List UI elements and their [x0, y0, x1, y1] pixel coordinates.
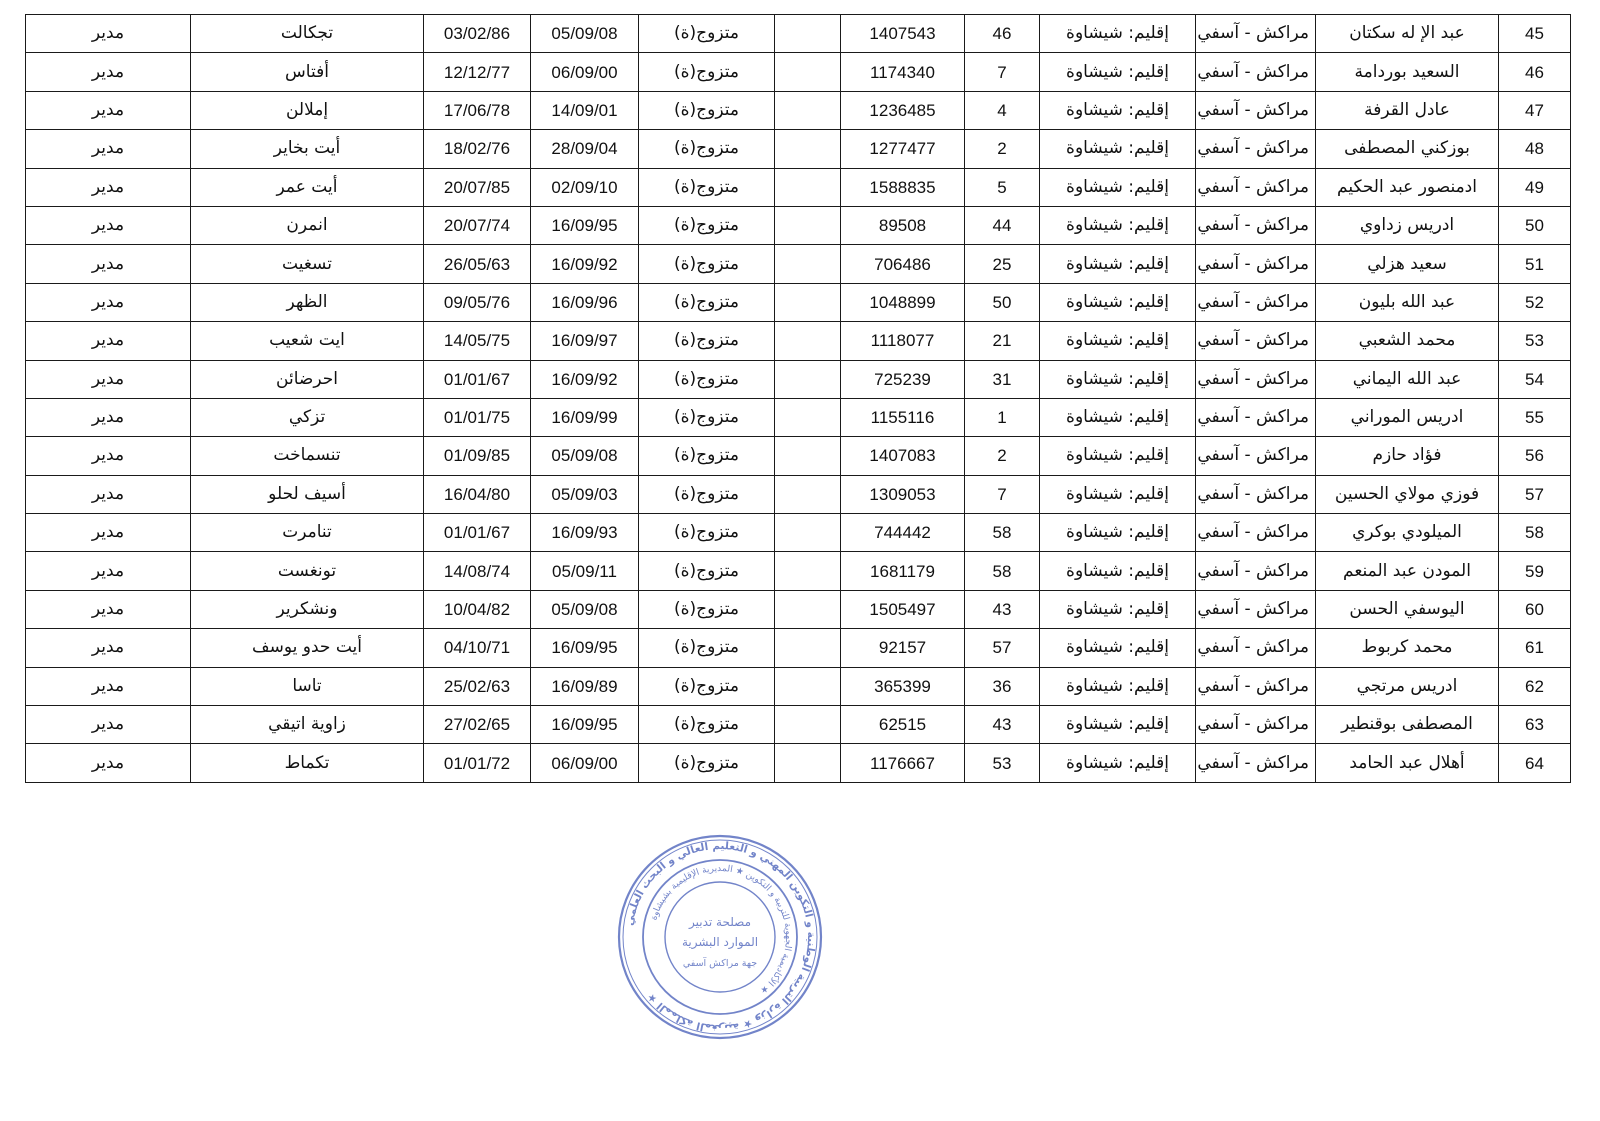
table-row [26, 475, 1571, 513]
cell-ppr-number: 744442 [841, 514, 965, 552]
cell-name: محمد كربوط [1316, 629, 1499, 667]
cell-school: الظهر [191, 283, 424, 321]
cell-school: تكماط [191, 744, 424, 782]
cell-row-number: 56 [1499, 437, 1571, 475]
cell-marital-status: متزوج(ة) [639, 590, 775, 628]
cell-role: مدير [26, 514, 191, 552]
cell-birth-date: 20/07/74 [424, 206, 531, 244]
cell-start-date: 16/09/92 [531, 245, 639, 283]
cell-name: سعيد هزلي [1316, 245, 1499, 283]
cell-marital-status: متزوج(ة) [639, 629, 775, 667]
cell-marital-status: متزوج(ة) [639, 206, 775, 244]
cell-row-number: 51 [1499, 245, 1571, 283]
cell-name: اليوسفي الحسن [1316, 590, 1499, 628]
cell-province: إقليم: شيشاوة [1040, 360, 1196, 398]
cell-code: 5 [965, 168, 1040, 206]
cell-role: مدير [26, 283, 191, 321]
cell-region: مراكش - آسفي [1196, 667, 1316, 705]
table-row [26, 744, 1571, 782]
cell-birth-date: 09/05/76 [424, 283, 531, 321]
cell-marital-status: متزوج(ة) [639, 360, 775, 398]
cell-school: تزكي [191, 398, 424, 436]
cell-marital-status: متزوج(ة) [639, 514, 775, 552]
cell-code: 2 [965, 130, 1040, 168]
cell-code: 2 [965, 437, 1040, 475]
cell-region: مراكش - آسفي [1196, 245, 1316, 283]
cell-start-date: 16/09/95 [531, 629, 639, 667]
cell-row-number: 52 [1499, 283, 1571, 321]
cell-school: ونشكرير [191, 590, 424, 628]
cell-ppr-number: 1681179 [841, 552, 965, 590]
cell-marital-status: متزوج(ة) [639, 744, 775, 782]
cell-marital-status: متزوج(ة) [639, 322, 775, 360]
cell-birth-date: 25/02/63 [424, 667, 531, 705]
cell-name: عادل القرفة [1316, 91, 1499, 129]
cell-empty [775, 590, 841, 628]
cell-role: مدير [26, 552, 191, 590]
cell-empty [775, 552, 841, 590]
cell-region: مراكش - آسفي [1196, 629, 1316, 667]
cell-school: تونغست [191, 552, 424, 590]
cell-code: 57 [965, 629, 1040, 667]
cell-row-number: 54 [1499, 360, 1571, 398]
cell-empty [775, 130, 841, 168]
cell-role: مدير [26, 168, 191, 206]
cell-row-number: 55 [1499, 398, 1571, 436]
cell-role: مدير [26, 475, 191, 513]
cell-role: مدير [26, 53, 191, 91]
cell-school: أيت عمر [191, 168, 424, 206]
table-row [26, 437, 1571, 475]
table-row [26, 590, 1571, 628]
cell-marital-status: متزوج(ة) [639, 667, 775, 705]
cell-region: مراكش - آسفي [1196, 283, 1316, 321]
cell-name: ادريس الموراني [1316, 398, 1499, 436]
cell-school: تنسماخت [191, 437, 424, 475]
cell-birth-date: 14/08/74 [424, 552, 531, 590]
cell-school: احرضائن [191, 360, 424, 398]
cell-school: إملالن [191, 91, 424, 129]
cell-ppr-number: 1277477 [841, 130, 965, 168]
cell-region: مراكش - آسفي [1196, 437, 1316, 475]
cell-province: إقليم: شيشاوة [1040, 398, 1196, 436]
table-row [26, 245, 1571, 283]
cell-ppr-number: 1118077 [841, 322, 965, 360]
cell-region: مراكش - آسفي [1196, 590, 1316, 628]
cell-ppr-number: 62515 [841, 706, 965, 744]
cell-code: 36 [965, 667, 1040, 705]
cell-province: إقليم: شيشاوة [1040, 437, 1196, 475]
cell-code: 50 [965, 283, 1040, 321]
cell-birth-date: 01/01/72 [424, 744, 531, 782]
cell-ppr-number: 1407543 [841, 15, 965, 53]
cell-start-date: 16/09/92 [531, 360, 639, 398]
cell-start-date: 05/09/08 [531, 437, 639, 475]
cell-ppr-number: 1505497 [841, 590, 965, 628]
seal-inner-text: الأكاديمية الجهوية للتربية و التكوين ★ المديرية الإقليمية بشيشاوة ★ [649, 863, 794, 996]
cell-marital-status: متزوج(ة) [639, 130, 775, 168]
cell-ppr-number: 89508 [841, 206, 965, 244]
cell-school: تاسا [191, 667, 424, 705]
cell-birth-date: 20/07/85 [424, 168, 531, 206]
cell-school: تجكالت [191, 15, 424, 53]
cell-birth-date: 01/09/85 [424, 437, 531, 475]
cell-start-date: 16/09/89 [531, 667, 639, 705]
seal-center-line2: الموارد البشرية [681, 935, 759, 949]
cell-row-number: 61 [1499, 629, 1571, 667]
cell-school: ايت شعيب [191, 322, 424, 360]
cell-ppr-number: 1048899 [841, 283, 965, 321]
cell-marital-status: متزوج(ة) [639, 168, 775, 206]
cell-province: إقليم: شيشاوة [1040, 706, 1196, 744]
cell-empty [775, 437, 841, 475]
cell-province: إقليم: شيشاوة [1040, 629, 1196, 667]
cell-name: المودن عبد المنعم [1316, 552, 1499, 590]
cell-marital-status: متزوج(ة) [639, 15, 775, 53]
cell-start-date: 06/09/00 [531, 744, 639, 782]
cell-row-number: 60 [1499, 590, 1571, 628]
staff-table [25, 14, 1571, 783]
cell-role: مدير [26, 667, 191, 705]
cell-province: إقليم: شيشاوة [1040, 283, 1196, 321]
table-row [26, 15, 1571, 53]
cell-empty [775, 53, 841, 91]
cell-row-number: 47 [1499, 91, 1571, 129]
cell-start-date: 28/09/04 [531, 130, 639, 168]
cell-empty [775, 245, 841, 283]
cell-birth-date: 14/05/75 [424, 322, 531, 360]
cell-ppr-number: 725239 [841, 360, 965, 398]
cell-row-number: 58 [1499, 514, 1571, 552]
cell-empty [775, 629, 841, 667]
cell-region: مراكش - آسفي [1196, 15, 1316, 53]
seal-center-line1: مصلحة تدبير [688, 915, 752, 929]
cell-school: أيت بخاير [191, 130, 424, 168]
cell-code: 4 [965, 91, 1040, 129]
cell-empty [775, 206, 841, 244]
cell-province: إقليم: شيشاوة [1040, 590, 1196, 628]
cell-start-date: 16/09/93 [531, 514, 639, 552]
cell-empty [775, 283, 841, 321]
cell-region: مراكش - آسفي [1196, 552, 1316, 590]
cell-ppr-number: 1407083 [841, 437, 965, 475]
cell-row-number: 45 [1499, 15, 1571, 53]
cell-row-number: 49 [1499, 168, 1571, 206]
cell-role: مدير [26, 130, 191, 168]
table-row [26, 130, 1571, 168]
cell-code: 43 [965, 590, 1040, 628]
cell-ppr-number: 1155116 [841, 398, 965, 436]
cell-row-number: 57 [1499, 475, 1571, 513]
cell-region: مراكش - آسفي [1196, 706, 1316, 744]
cell-province: إقليم: شيشاوة [1040, 168, 1196, 206]
cell-name: السعيد بوردامة [1316, 53, 1499, 91]
cell-name: عبد الله بليون [1316, 283, 1499, 321]
cell-region: مراكش - آسفي [1196, 475, 1316, 513]
cell-start-date: 16/09/96 [531, 283, 639, 321]
cell-marital-status: متزوج(ة) [639, 245, 775, 283]
cell-name: عبد الله اليماني [1316, 360, 1499, 398]
cell-empty [775, 475, 841, 513]
cell-birth-date: 26/05/63 [424, 245, 531, 283]
cell-name: ادريس زداوي [1316, 206, 1499, 244]
cell-province: إقليم: شيشاوة [1040, 245, 1196, 283]
cell-role: مدير [26, 91, 191, 129]
cell-name: عبد الإ له سكتان [1316, 15, 1499, 53]
cell-marital-status: متزوج(ة) [639, 53, 775, 91]
cell-school: أسيف لحلو [191, 475, 424, 513]
cell-province: إقليم: شيشاوة [1040, 322, 1196, 360]
cell-marital-status: متزوج(ة) [639, 398, 775, 436]
cell-name: الميلودي بوكري [1316, 514, 1499, 552]
cell-start-date: 16/09/95 [531, 206, 639, 244]
cell-code: 53 [965, 744, 1040, 782]
cell-code: 58 [965, 514, 1040, 552]
cell-start-date: 16/09/97 [531, 322, 639, 360]
cell-start-date: 05/09/08 [531, 15, 639, 53]
cell-marital-status: متزوج(ة) [639, 283, 775, 321]
cell-birth-date: 12/12/77 [424, 53, 531, 91]
cell-row-number: 64 [1499, 744, 1571, 782]
table-row [26, 706, 1571, 744]
cell-school: انمرن [191, 206, 424, 244]
cell-school: تسغيت [191, 245, 424, 283]
cell-row-number: 48 [1499, 130, 1571, 168]
cell-empty [775, 15, 841, 53]
cell-code: 58 [965, 552, 1040, 590]
cell-role: مدير [26, 15, 191, 53]
table-row [26, 53, 1571, 91]
table-row [26, 514, 1571, 552]
table-row [26, 168, 1571, 206]
cell-ppr-number: 1588835 [841, 168, 965, 206]
cell-region: مراكش - آسفي [1196, 360, 1316, 398]
cell-start-date: 16/09/99 [531, 398, 639, 436]
cell-birth-date: 01/01/75 [424, 398, 531, 436]
cell-role: مدير [26, 322, 191, 360]
cell-birth-date: 03/02/86 [424, 15, 531, 53]
cell-row-number: 46 [1499, 53, 1571, 91]
cell-region: مراكش - آسفي [1196, 206, 1316, 244]
cell-row-number: 53 [1499, 322, 1571, 360]
cell-ppr-number: 1309053 [841, 475, 965, 513]
cell-school: أيت حدو يوسف [191, 629, 424, 667]
table-body [26, 15, 1571, 783]
cell-name: أهلال عبد الحامد [1316, 744, 1499, 782]
table-row [26, 283, 1571, 321]
cell-name: محمد الشعبي [1316, 322, 1499, 360]
cell-region: مراكش - آسفي [1196, 130, 1316, 168]
cell-marital-status: متزوج(ة) [639, 706, 775, 744]
cell-name: ادمنصور عبد الحكيم [1316, 168, 1499, 206]
cell-code: 7 [965, 475, 1040, 513]
table-row [26, 552, 1571, 590]
cell-empty [775, 168, 841, 206]
cell-school: زاوية اتيقي [191, 706, 424, 744]
cell-birth-date: 01/01/67 [424, 514, 531, 552]
cell-row-number: 50 [1499, 206, 1571, 244]
cell-role: مدير [26, 398, 191, 436]
cell-marital-status: متزوج(ة) [639, 552, 775, 590]
cell-ppr-number: 1176667 [841, 744, 965, 782]
cell-marital-status: متزوج(ة) [639, 437, 775, 475]
cell-birth-date: 18/02/76 [424, 130, 531, 168]
cell-province: إقليم: شيشاوة [1040, 552, 1196, 590]
official-seal [615, 832, 825, 1042]
cell-birth-date: 17/06/78 [424, 91, 531, 129]
seal-outer-text: المملكة المغربية ★ وزارة التربية الوطنية و التكوين المهني و التعليم العالي و البحث العلمي ★ [623, 839, 818, 1035]
cell-code: 7 [965, 53, 1040, 91]
cell-province: إقليم: شيشاوة [1040, 744, 1196, 782]
table-row [26, 91, 1571, 129]
cell-province: إقليم: شيشاوة [1040, 53, 1196, 91]
cell-code: 25 [965, 245, 1040, 283]
cell-name: بوزكني المصطفى [1316, 130, 1499, 168]
cell-school: أفتاس [191, 53, 424, 91]
cell-role: مدير [26, 245, 191, 283]
cell-row-number: 63 [1499, 706, 1571, 744]
cell-role: مدير [26, 706, 191, 744]
cell-empty [775, 667, 841, 705]
cell-code: 44 [965, 206, 1040, 244]
cell-marital-status: متزوج(ة) [639, 475, 775, 513]
seal-center-line3: جهة مراكش آسفي [682, 958, 758, 969]
cell-region: مراكش - آسفي [1196, 744, 1316, 782]
table-row [26, 206, 1571, 244]
cell-start-date: 02/09/10 [531, 168, 639, 206]
cell-role: مدير [26, 744, 191, 782]
cell-ppr-number: 1236485 [841, 91, 965, 129]
table-row [26, 322, 1571, 360]
cell-region: مراكش - آسفي [1196, 322, 1316, 360]
cell-code: 31 [965, 360, 1040, 398]
cell-province: إقليم: شيشاوة [1040, 475, 1196, 513]
cell-name: ادريس مرتجي [1316, 667, 1499, 705]
cell-ppr-number: 1174340 [841, 53, 965, 91]
cell-empty [775, 514, 841, 552]
cell-name: فوزي مولاي الحسين [1316, 475, 1499, 513]
table-row [26, 398, 1571, 436]
cell-ppr-number: 365399 [841, 667, 965, 705]
cell-code: 21 [965, 322, 1040, 360]
cell-start-date: 05/09/08 [531, 590, 639, 628]
cell-empty [775, 706, 841, 744]
cell-code: 43 [965, 706, 1040, 744]
cell-role: مدير [26, 629, 191, 667]
cell-row-number: 62 [1499, 667, 1571, 705]
cell-province: إقليم: شيشاوة [1040, 91, 1196, 129]
cell-birth-date: 01/01/67 [424, 360, 531, 398]
cell-empty [775, 744, 841, 782]
cell-marital-status: متزوج(ة) [639, 91, 775, 129]
cell-role: مدير [26, 437, 191, 475]
cell-region: مراكش - آسفي [1196, 91, 1316, 129]
cell-region: مراكش - آسفي [1196, 53, 1316, 91]
cell-province: إقليم: شيشاوة [1040, 514, 1196, 552]
cell-province: إقليم: شيشاوة [1040, 15, 1196, 53]
cell-start-date: 05/09/03 [531, 475, 639, 513]
cell-row-number: 59 [1499, 552, 1571, 590]
cell-empty [775, 398, 841, 436]
cell-ppr-number: 706486 [841, 245, 965, 283]
cell-province: إقليم: شيشاوة [1040, 206, 1196, 244]
cell-empty [775, 360, 841, 398]
cell-region: مراكش - آسفي [1196, 398, 1316, 436]
cell-role: مدير [26, 590, 191, 628]
cell-birth-date: 16/04/80 [424, 475, 531, 513]
cell-start-date: 14/09/01 [531, 91, 639, 129]
cell-ppr-number: 92157 [841, 629, 965, 667]
table-row [26, 629, 1571, 667]
cell-province: إقليم: شيشاوة [1040, 130, 1196, 168]
cell-role: مدير [26, 206, 191, 244]
cell-name: المصطفى بوقنطير [1316, 706, 1499, 744]
cell-start-date: 16/09/95 [531, 706, 639, 744]
cell-name: فؤاد حازم [1316, 437, 1499, 475]
cell-start-date: 05/09/11 [531, 552, 639, 590]
table-row [26, 667, 1571, 705]
cell-region: مراكش - آسفي [1196, 168, 1316, 206]
cell-role: مدير [26, 360, 191, 398]
cell-empty [775, 91, 841, 129]
cell-code: 46 [965, 15, 1040, 53]
cell-birth-date: 27/02/65 [424, 706, 531, 744]
cell-region: مراكش - آسفي [1196, 514, 1316, 552]
cell-province: إقليم: شيشاوة [1040, 667, 1196, 705]
cell-birth-date: 04/10/71 [424, 629, 531, 667]
table-row [26, 360, 1571, 398]
cell-code: 1 [965, 398, 1040, 436]
cell-school: تنامرت [191, 514, 424, 552]
cell-start-date: 06/09/00 [531, 53, 639, 91]
cell-birth-date: 10/04/82 [424, 590, 531, 628]
cell-empty [775, 322, 841, 360]
